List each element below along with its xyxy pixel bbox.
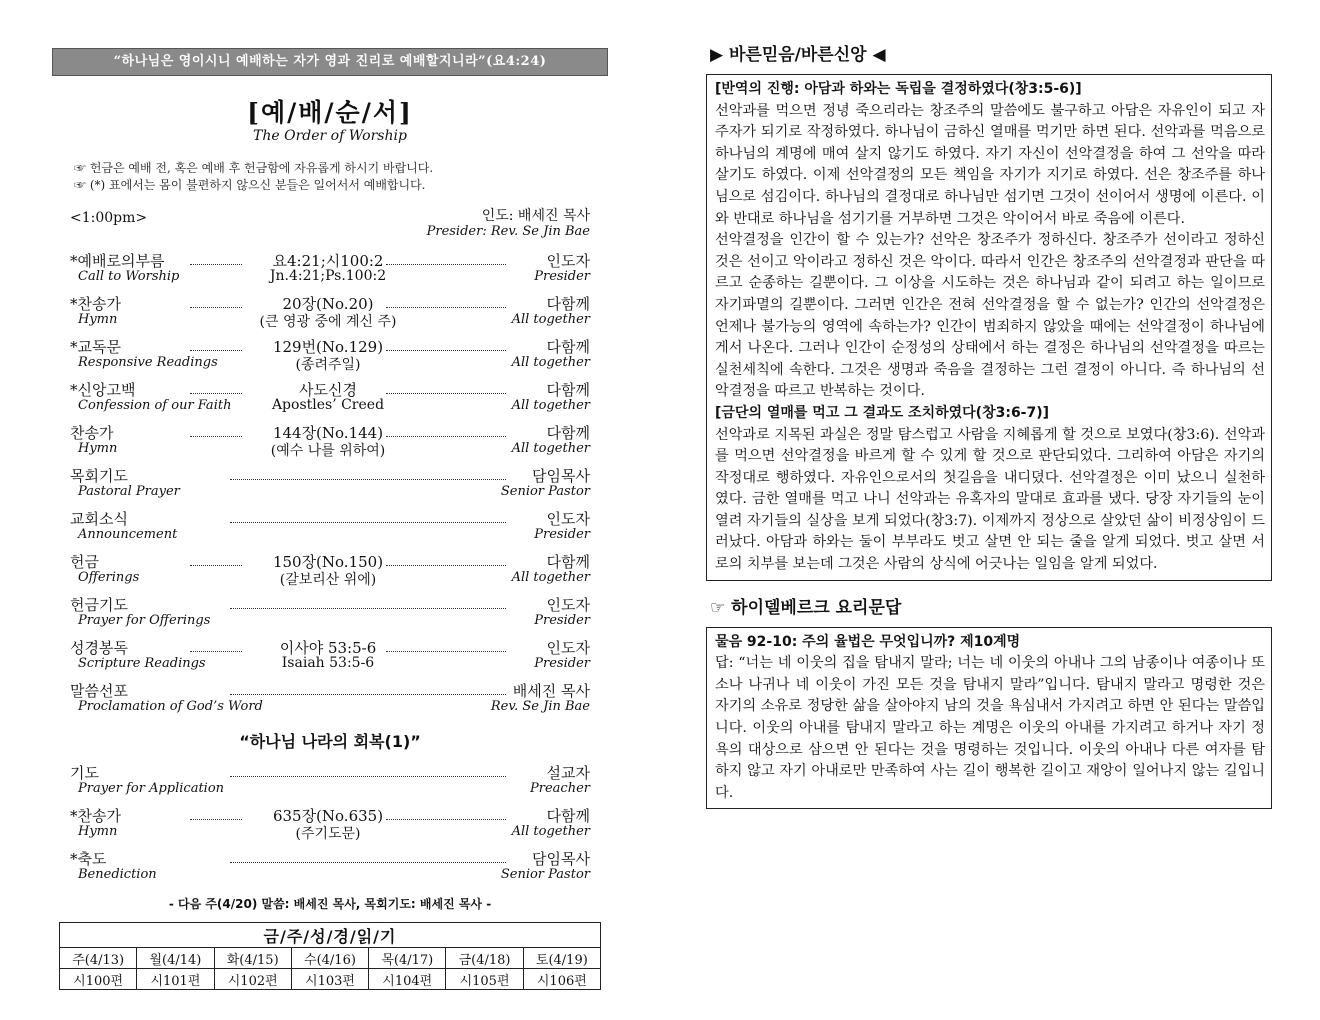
item-name-ko: 찬송가 <box>70 424 114 442</box>
reading-table-title: 금/주/성/경/읽/기 <box>60 923 601 948</box>
item-name-en: Announcement <box>78 527 178 542</box>
box-heading: 물음 92-10: 주의 율법은 무엇입니까? 제10계명 <box>715 633 1021 650</box>
item-detail-sub: (갈보리산 위에) <box>279 572 377 588</box>
item-leader-en: All together <box>511 312 590 327</box>
dotted-leader <box>190 651 242 652</box>
order-item <box>70 422 590 465</box>
item-detail: 635장(No.635) <box>272 807 384 825</box>
dotted-leader <box>386 819 506 820</box>
reading-day-cell: 금(4/18) <box>446 948 523 969</box>
dotted-leader <box>230 694 506 695</box>
dotted-leader <box>230 479 506 480</box>
item-name-ko: *축도 <box>70 850 107 868</box>
item-name-ko: *찬송가 <box>70 807 121 825</box>
order-item <box>70 594 590 637</box>
order-items-after-sermon <box>70 762 590 891</box>
reading-day-cell: 목(4/17) <box>369 948 446 969</box>
item-detail: 사도신경 <box>299 381 357 399</box>
dotted-leader <box>190 350 242 351</box>
item-leader-en: Presider <box>534 656 590 671</box>
dotted-leader <box>386 393 506 394</box>
notes <box>74 160 608 194</box>
item-detail: 이사야 53:5-6 <box>279 639 377 657</box>
item-leader-en: Senior Pastor <box>500 867 590 882</box>
section-title-faith: ▶ 바른믿음/바른신앙 ◀ <box>710 45 886 65</box>
reading-day-cell: 월(4/14) <box>137 948 214 969</box>
box-paragraph: 답: “너는 네 이웃의 집을 탐내지 말라; 너는 네 이웃의 아내나 그의 남종이나 여종이나 또 소나 나귀나 네 이웃이 가진 모든 것을 탐내지 말라”입니다. 탐내지 말라고 명령한 것은 자기의 소유로 정당한 삶을 살아야지 남의 것을 욕심내서 가지려고 하면 안 된다는 말씀입니다. 이웃의 아내를 탐내지 말라고 하는 계명은 이웃의 아내를 가지려고 하거나 자기 정욕의 대상으로 삼으면 안 된다는 것을 명령하는 것입니다. 이웃의 아내나 다른 여자를 탐하지 않고 자기 아내로만 만족하여 사는 길이 행복한 길이고 재앙이 일어나지 않는 길입니다. <box>715 655 1265 801</box>
reading-chapter-cell: 시101편 <box>137 969 214 990</box>
item-detail-sub: (주기도문) <box>295 826 361 842</box>
item-detail: 20장(No.20) <box>282 295 374 313</box>
item-leader-ko: 인도자 <box>546 596 590 614</box>
item-name-ko: *예배로의부름 <box>70 252 165 270</box>
dotted-leader <box>230 776 506 777</box>
page-subtitle: The Order of Worship <box>253 128 407 144</box>
dotted-leader <box>190 819 242 820</box>
order-items <box>70 250 590 723</box>
item-detail: 요4:21;시100:2 <box>272 252 384 270</box>
dotted-leader <box>386 307 506 308</box>
reading-chapter-cell: 시105편 <box>446 969 523 990</box>
article-panel <box>706 40 1272 809</box>
item-leader-ko: 다함께 <box>546 424 590 442</box>
dotted-leader <box>386 264 506 265</box>
order-item <box>70 336 590 379</box>
order-item <box>70 805 590 848</box>
faith-article-box <box>706 74 1272 581</box>
item-name-en: Benediction <box>78 867 157 882</box>
box-paragraph: 선악과를 먹으면 정녕 죽으리라는 창조주의 말씀에도 불구하고 아담은 자유인이 되고 자주자가 되기로 작정하였다. 하나님이 금하신 열매를 먹기만 하면 된다. 선악과를 먹음으로 하나님의 계명에 매여 살지 않기도 하였다. 자기 자신이 선악결정을 하여 그 선악을 따라 살기도 하였다. 이제 선악결정의 모든 책임을 자기가 지기로 하였다. 선은 창조주를 하나님으로 섬김이다. 하나님의 결정대로 하나님만 섬기면 그것이 선이어서 생명에 이른다. 이와 반대로 하나님을 섬기기를 거부하면 그것은 악이어서 바로 죽음에 이른다. <box>715 102 1265 227</box>
item-leader-ko: 다함께 <box>546 553 590 571</box>
item-name-en: Hymn <box>78 312 118 327</box>
item-leader-en: All together <box>511 570 590 585</box>
item-detail-sub: (종려주일) <box>295 357 361 373</box>
reading-day-cell: 토(4/19) <box>523 948 600 969</box>
item-name-ko: 교회소식 <box>70 510 128 528</box>
item-name-ko: 헌금기도 <box>70 596 128 614</box>
sermon-title: “하나님 나라의 회복(1)” <box>239 732 421 751</box>
reading-chapters-row <box>60 969 601 990</box>
order-item <box>70 379 590 422</box>
reading-day-cell: 수(4/16) <box>291 948 368 969</box>
item-name-ko: 목회기도 <box>70 467 128 485</box>
item-leader-ko: 다함께 <box>546 807 590 825</box>
note-offering: ☞ 헌금은 예배 전, 혹은 예배 후 헌금함에 자유롭게 하시기 바랍니다. <box>74 161 434 175</box>
item-detail: 129번(No.129) <box>272 338 384 356</box>
section-title-catechism: ☞ 하이델베르크 요리문답 <box>710 597 902 618</box>
dotted-leader <box>190 436 242 437</box>
item-detail-sub: (예수 나를 위하여) <box>270 443 386 459</box>
box-paragraph: 선악과로 지목된 과실은 정말 탐스럽고 사람을 지혜롭게 할 것으로 보였다(창3:6). 선악과를 먹으면 선악결정을 바르게 할 수 있게 할 것으로 판단되었다. 그리하여 아담은 자기의 작정대로 행하였다. 자유인으로서의 첫길음을 내디뎠다. 선악결정은 이미 났으니 실천하였다. 금한 열매를 먹고 나니 선악과는 유혹자의 말대로 효과를 냈다. 당장 자기들의 눈이 열려 자기들의 실상을 보게 되었다(창3:7). 이제까지 정상으로 살았던 삶이 비정상임이 드러났다. 아담과 하와는 둘이 부부라도 벗고 살면 안 되는 줄을 알게 되었다. 벗고 살면 서로의 치부를 보는데 그것은 사람의 상식에 어긋나는 일임을 알게 되었다. <box>715 426 1265 573</box>
note-standing: ☞ (*) 표에서는 몸이 불편하지 않으신 분들은 일어서서 예배합니다. <box>74 178 426 192</box>
item-leader-en: Presider <box>534 613 590 628</box>
item-leader-en: All together <box>511 355 590 370</box>
box-heading: [금단의 열매를 먹고 그 결과도 조치하였다(창3:6-7)] <box>715 404 1050 421</box>
item-detail-sub: Jn.4:21;Ps.100:2 <box>269 268 387 284</box>
item-name-en: Prayer for Application <box>78 781 225 796</box>
item-name-en: Hymn <box>78 824 118 839</box>
reading-day-cell: 주(4/13) <box>60 948 137 969</box>
item-leader-en: Rev. Se Jin Bae <box>490 699 590 714</box>
item-leader-ko: 다함께 <box>546 295 590 313</box>
dotted-leader <box>190 393 242 394</box>
box-heading: [반역의 진행: 아담과 하와는 독립을 결정하였다(창3:5-6)] <box>715 81 1082 97</box>
item-name-en: Hymn <box>78 441 118 456</box>
dotted-leader <box>230 862 506 863</box>
dotted-leader <box>190 565 242 566</box>
reading-chapter-cell: 시104편 <box>369 969 446 990</box>
start-time: <1:00pm> <box>70 210 148 226</box>
reading-day-cell: 화(4/15) <box>214 948 291 969</box>
item-leader-ko: 인도자 <box>546 510 590 528</box>
item-name-ko: 말씀선포 <box>70 682 128 700</box>
item-name-ko: *찬송가 <box>70 295 121 313</box>
dotted-leader <box>386 350 506 351</box>
item-leader-ko: 배세진 목사 <box>512 682 590 700</box>
order-item <box>70 293 590 336</box>
item-name-en: Responsive Readings <box>78 355 218 370</box>
item-name-en: Call to Worship <box>78 269 180 284</box>
item-name-en: Scripture Readings <box>78 656 206 671</box>
item-name-en: Offerings <box>78 570 140 585</box>
item-detail: 144장(No.144) <box>272 424 384 442</box>
catechism-box <box>706 627 1272 810</box>
item-leader-ko: 인도자 <box>546 252 590 270</box>
leader-ko: 인도: 배세진 목사 <box>481 208 590 224</box>
dotted-leader <box>230 522 506 523</box>
dotted-leader <box>386 565 506 566</box>
order-item <box>70 762 590 805</box>
page-title: [예/배/순/서] <box>247 98 413 127</box>
item-name-ko: 성경봉독 <box>70 639 128 657</box>
item-name-ko: *신앙고백 <box>70 381 136 399</box>
item-leader-en: Presider <box>534 269 590 284</box>
reading-table <box>59 922 601 990</box>
item-name-en: Proclamation of God’s Word <box>78 699 263 714</box>
item-leader-ko: 담임목사 <box>532 467 590 485</box>
dotted-leader <box>230 608 506 609</box>
dotted-leader <box>190 264 242 265</box>
leader <box>427 208 590 240</box>
order-item <box>70 680 590 723</box>
leader-en: Presider: Rev. Se Jin Bae <box>426 224 590 239</box>
item-leader-en: Presider <box>534 527 590 542</box>
item-leader-en: All together <box>511 824 590 839</box>
dotted-leader <box>386 651 506 652</box>
order-item <box>70 848 590 891</box>
reading-chapter-cell: 시103편 <box>291 969 368 990</box>
dotted-leader <box>386 436 506 437</box>
item-name-ko: 기도 <box>70 764 99 782</box>
item-name-en: Confession of our Faith <box>78 398 232 413</box>
start-row <box>70 208 590 242</box>
item-name-en: Prayer for Offerings <box>78 613 211 628</box>
order-item <box>70 551 590 594</box>
item-leader-ko: 설교자 <box>546 764 590 782</box>
item-name-ko: 헌금 <box>70 553 99 571</box>
item-leader-en: Senior Pastor <box>500 484 590 499</box>
item-leader-en: All together <box>511 441 590 456</box>
scripture-banner: “하나님은 영이시니 예배하는 자가 영과 진리로 예배할지니라”(요4:24) <box>52 48 608 76</box>
reading-days-row <box>60 948 601 969</box>
item-detail-sub: (큰 영광 중에 계신 주) <box>259 314 397 330</box>
next-week-notice: - 다음 주(4/20) 말씀: 배세진 목사, 목회기도: 배세진 목사 - <box>168 897 492 911</box>
item-detail-sub: Apostles’ Creed <box>271 397 385 413</box>
worship-order-panel <box>52 48 608 990</box>
item-leader-ko: 다함께 <box>546 338 590 356</box>
order-item <box>70 637 590 680</box>
order-item <box>70 508 590 551</box>
item-detail-sub: Isaiah 53:5-6 <box>281 655 375 671</box>
order-item <box>70 465 590 508</box>
item-leader-en: All together <box>511 398 590 413</box>
reading-chapter-cell: 시102편 <box>214 969 291 990</box>
item-name-ko: *교독문 <box>70 338 121 356</box>
item-leader-ko: 인도자 <box>546 639 590 657</box>
reading-chapter-cell: 시100편 <box>60 969 137 990</box>
item-leader-en: Preacher <box>530 781 590 796</box>
item-detail: 150장(No.150) <box>272 553 384 571</box>
order-item <box>70 250 590 293</box>
item-leader-ko: 다함께 <box>546 381 590 399</box>
item-name-en: Pastoral Prayer <box>78 484 180 499</box>
box-paragraph: 선악결정을 인간이 할 수 있는가? 선악은 창조주가 정하신다. 창조주가 선이라고 정하신 것은 선이고 악이라고 정하신 것은 악이다. 따라서 인간은 창조주의 선악결정과 판단을 따르고 순종하는 길뿐이다. 그 이상을 시도하는 것은 하나님과 같이 되려고 하는 일이므로 자기파멸의 길뿐이다. 그러면 인간은 전혀 선악결정을 할 수 없는가? 인간의 선악결정은 언제나 불가능의 영역에 속하는가? 인간이 범죄하지 않았을 때에는 선악결정이 하나님에게서 나온다. 그러나 인간이 순정성의 상태에서 하는 결정은 하나님의 선악결정을 따르는 실천세칙에 속한다. 그것은 생명과 죽음을 결정하는 그런 결정이 아니다. 즉 하나님의 선악결정을 따르고 반복하는 것이다. <box>715 232 1265 400</box>
reading-chapter-cell: 시106편 <box>523 969 600 990</box>
dotted-leader <box>190 307 242 308</box>
item-leader-ko: 담임목사 <box>532 850 590 868</box>
